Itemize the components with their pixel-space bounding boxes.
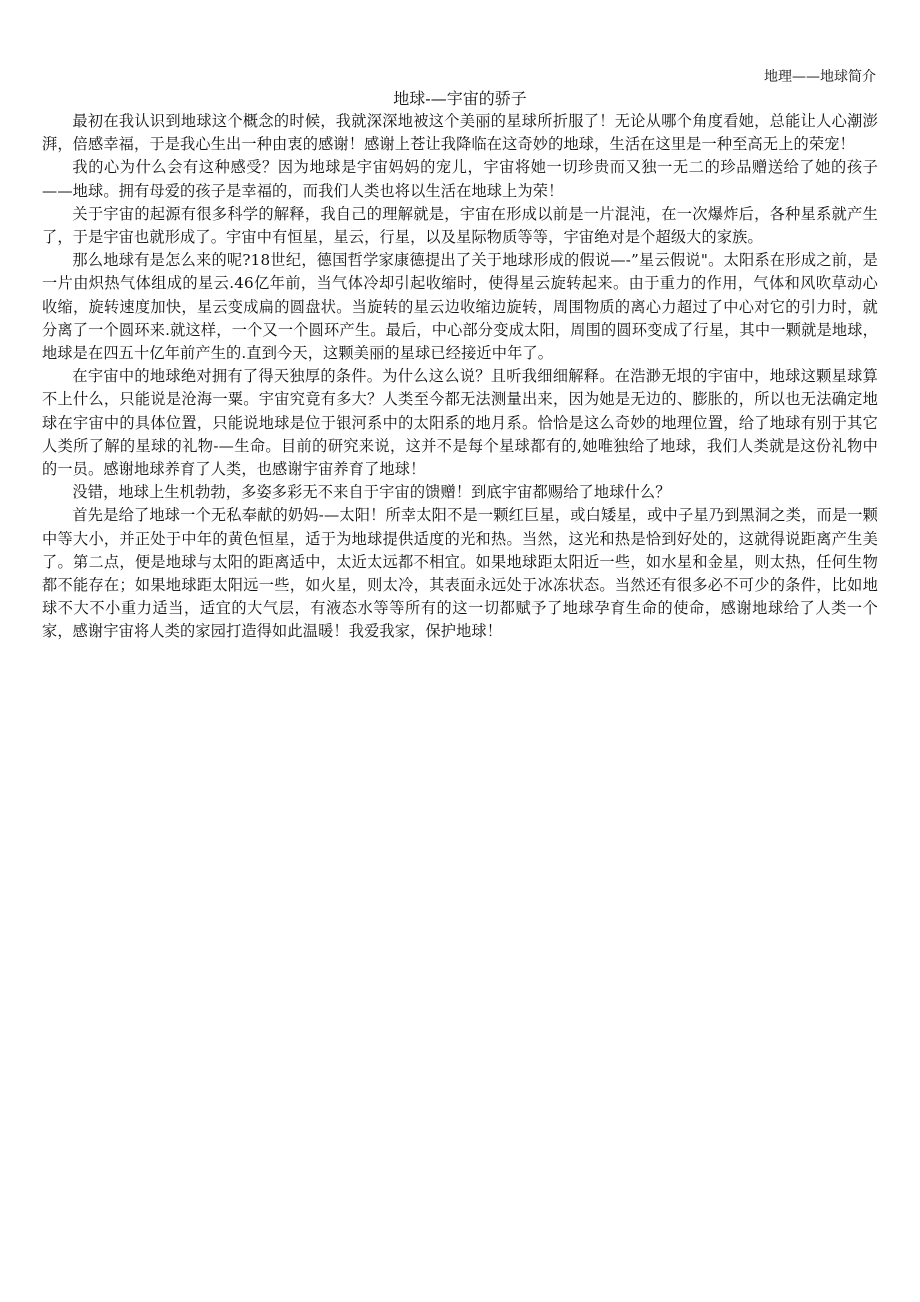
paragraph-3: 关于宇宙的起源有很多科学的解释，我自己的理解就是，宇宙在形成以前是一片混沌，在一次爆炸后，各种星系就产生了，于是宇宙也就形成了。宇宙中有恒星，星云，行星，以及星际物质等等，宇宙绝对是个超级大的家族。 bbox=[42, 204, 878, 247]
document-title: 地球-—宇宙的骄子 bbox=[393, 89, 527, 108]
paragraph-5: 在宇宙中的地球绝对拥有了得天独厚的条件。为什么这么说？且听我细细解释。在浩渺无垠的宇宙中，地球这颗星球算不上什么，只能说是沧海一粟。宇宙究竟有多大？人类至今都无法测量出来，因为她是无边的、膨胀的，所以也无法确定地球在宇宙中的具体位置，只能说地球是位于银河系中的太阳系的地月系。恰恰是这么奇妙的地理位置，给了地球有别于其它人类所了解的星球的礼物-—生命。目前的研究来说，这并不是每个星球都有的,她唯独给了地球，我们人类就是这份礼物中的一员。感谢地球养育了人类，也感谢宇宙养育了地球！ bbox=[42, 367, 878, 479]
paragraph-4: 那么地球有是怎么来的呢?18世纪，德国哲学家康德提出了关于地球形成的假说—-”星云假说"。太阳系在形成之前，是一片由炽热气体组成的星云.46亿年前，当气体冷却引起收缩时，使得星云旋转起来。由于重力的作用，气体和风吹草动心收缩，旋转速度加快，星云变成扁的圆盘状。当旋转的星云边收缩边旋转，周围物质的离心力超过了中心对它的引力时，就分离了一个圆环来.就这样，一个又一个圆环产生。最后，中心部分变成太阳，周围的圆环变成了行星，其中一颗就是地球，地球是在四五十亿年前产生的.直到今天，这颗美丽的星球已经接近中年了。 bbox=[42, 251, 878, 363]
running-header: 地理——地球简介 bbox=[764, 69, 876, 85]
paragraph-6: 没错，地球上生机勃勃，多姿多彩无不来自于宇宙的馈赠！到底宇宙都赐给了地球什么？ bbox=[72, 483, 671, 502]
paragraph-2: 我的心为什么会有这种感受？因为地球是宇宙妈妈的宠儿，宇宙将她一切珍贵而又独一无二的珍品赠送给了她的孩子——地球。拥有母爱的孩子是幸福的，而我们人类也将以生活在地球上为荣！ bbox=[42, 158, 878, 200]
paragraph-7: 首先是给了地球一个无私奉献的奶妈-—太阳！所幸太阳不是一颗红巨星，或白矮星，或中子星乃到黑洞之类，而是一颗中等大小，并正处于中年的黄色恒星，适于为地球提供适度的光和热。当然，这光和热是恰到好处的，这就得说距离产生美了。第二点，便是地球与太阳的距离适中，太近太远都不相宜。如果地球距太阳近一些，如水星和金星，则太热，任何生物都不能存在；如果地球距太阳远一些，如火星，则太冷，其表面永远处于冰冻状态。当然还有很多必不可少的条件，比如地球不大不小重力适当，适宜的大气层，有液态水等等所有的这一切都赋予了地球孕育生命的使命，感谢地球给了人类一个家，感谢宇宙将人类的家园打造得如此温暖！我爱我家，保护地球！ bbox=[42, 506, 878, 641]
document-body bbox=[42, 110, 878, 644]
paragraph-1: 最初在我认识到地球这个概念的时候，我就深深地被这个美丽的星球所折服了！无论从哪个角度看她，总能让人心潮澎湃，倍感幸福，于是我心生出一种由衷的感谢！感谢上苍让我降临在这奇妙的地球，生活在这里是一种至高无上的荣宠！ bbox=[42, 112, 878, 154]
